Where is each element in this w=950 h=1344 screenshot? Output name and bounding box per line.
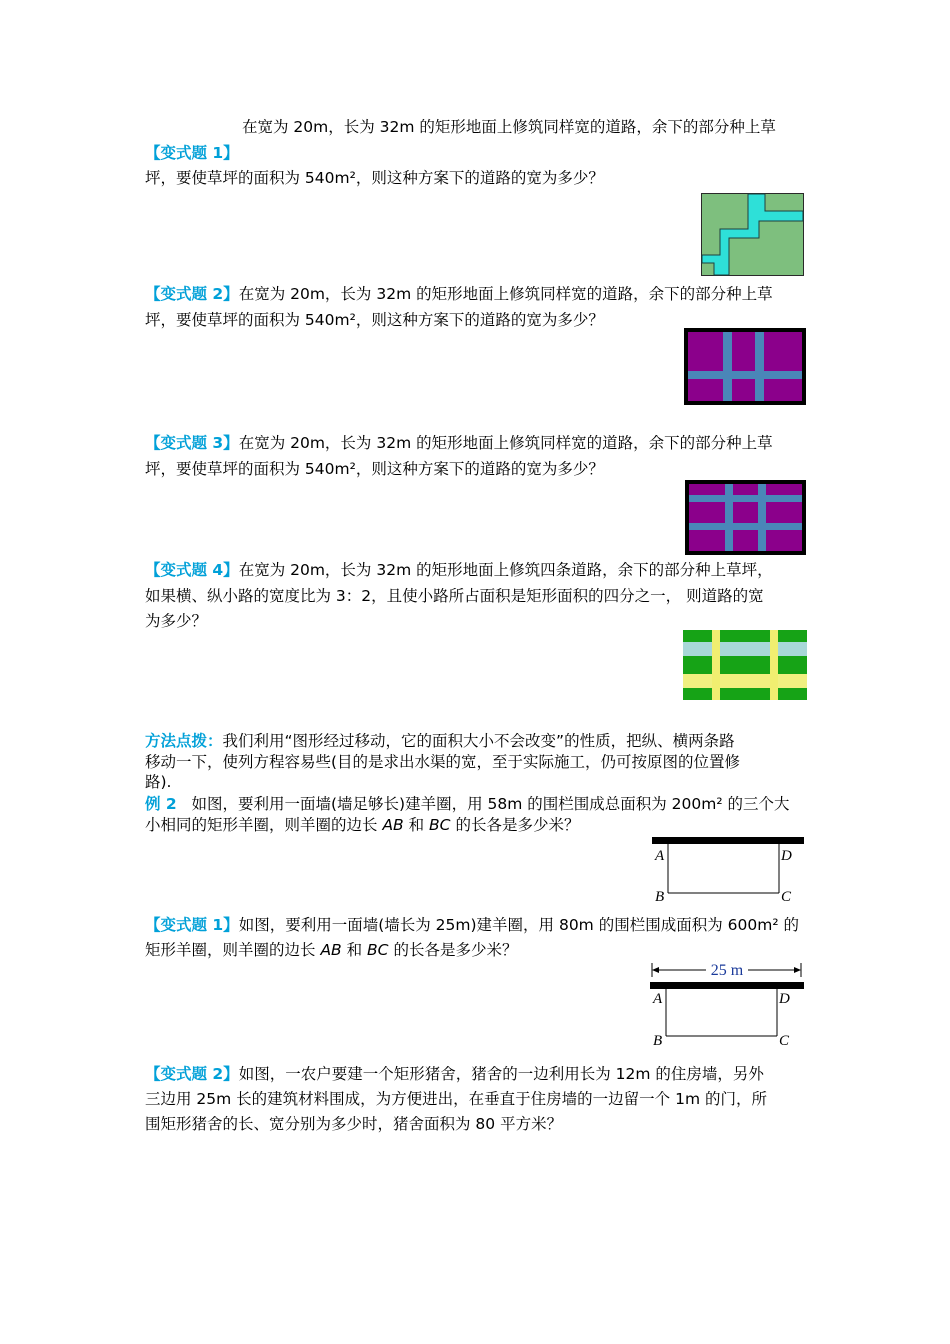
horizontal-road-2 <box>689 523 802 530</box>
figure-two-vertical-one-horizontal-road <box>684 328 806 405</box>
ex2-line1: 例 2 如图，要利用一面墙(墙足够长)建羊圈，用 58m 的围栏围成总面积为 200m² 的三个大 <box>145 795 790 813</box>
label-b: B <box>655 889 665 905</box>
label-d: D <box>781 848 792 864</box>
label-a: A <box>655 848 665 864</box>
horizontal-road <box>688 371 802 379</box>
v4-line1: 【变式题 4】在宽为 20m，长为 32m 的矩形地面上修筑四条道路，余下的部分种上草坪， <box>145 561 773 579</box>
v2-line1: 【变式题 2】在宽为 20m，长为 32m 的矩形地面上修筑同样宽的道路，余下的部分种上草 <box>145 285 773 303</box>
vertical-road-1 <box>712 630 720 700</box>
figure-sheep-pen-25m <box>650 958 804 1048</box>
stripe-green-2 <box>683 656 807 674</box>
stripe-lightblue <box>683 642 807 656</box>
method-line1: 方法点拨：我们利用“图形经过移动，它的面积大小不会改变”的性质，把纵、横两条路 <box>145 732 735 750</box>
vertical-road-1 <box>723 332 732 401</box>
label-c: C <box>779 1033 790 1048</box>
v4-line2: 如果横、纵小路的宽度比为 3：2，且使小路所占面积是矩形面积的四分之一， 则道路的宽 <box>145 587 764 605</box>
dim-arrow-left <box>652 967 659 973</box>
stripe-green-1 <box>683 630 807 642</box>
v1-line2: 坪，要使草坪的面积为 540m²，则这种方案下的道路的宽为多少？ <box>145 169 604 187</box>
plot-area <box>688 332 802 401</box>
ex2v1-line1: 【变式题 1】如图，要利用一面墙(墙长为 25m)建羊圈，用 80m 的围栏围成面积为 600m² 的 <box>145 916 799 934</box>
ex2v2-line3: 围矩形猪舍的长、宽分别为多少时，猪舍面积为 80 平方米？ <box>145 1115 563 1133</box>
label-a: A <box>653 991 663 1007</box>
method-line2: 移动一下，使列方程容易些(目的是求出水渠的宽，至于实际施工，仍可按原图的位置修 <box>145 753 741 771</box>
vertical-road-2 <box>770 630 778 700</box>
figure-zigzag-road <box>701 193 805 277</box>
ex2v1-line2: 矩形羊圈，则羊圈的边长 AB 和 BC 的长各是多少米？ <box>145 941 518 959</box>
wall <box>652 837 804 844</box>
v3-line1: 【变式题 3】在宽为 20m，长为 32m 的矩形地面上修筑同样宽的道路，余下的部分种上草 <box>145 434 773 452</box>
ex2-line2: 小相同的矩形羊圈，则羊圈的边长 AB 和 BC 的长各是多少米？ <box>145 816 580 834</box>
stripe-green-3 <box>683 688 807 700</box>
wall-length-label: 25 m <box>710 962 744 979</box>
v1-line1: 在宽为 20m，长为 32m 的矩形地面上修筑同样宽的道路，余下的部分种上草 <box>242 118 776 136</box>
ex2v2-line2: 三边用 25m 长的建筑材料围成，为方便进出，在垂直于住房墙的一边留一个 1m 的门，所 <box>145 1090 767 1108</box>
vertical-road-2 <box>755 332 764 401</box>
ex2v2-line1: 【变式题 2】如图，一农户要建一个矩形猪舍，猪舍的一边利用长为 12m 的住房墙，另外 <box>145 1065 764 1083</box>
v4-line3: 为多少？ <box>145 612 208 630</box>
vertical-road-2 <box>758 484 766 551</box>
method-line3: 路). <box>145 773 172 791</box>
v1-tag: 【变式题 1】 <box>145 144 239 162</box>
label-d: D <box>779 991 790 1007</box>
v2-line2: 坪，要使草坪的面积为 540m²，则这种方案下的道路的宽为多少？ <box>145 311 604 329</box>
label-c: C <box>781 889 792 905</box>
figure-sheep-pen <box>652 835 804 905</box>
plot-area <box>689 484 802 551</box>
label-b: B <box>653 1033 663 1048</box>
horizontal-road-1 <box>689 495 802 502</box>
stripe-yellow <box>683 674 807 688</box>
v3-line2: 坪，要使草坪的面积为 540m²，则这种方案下的道路的宽为多少？ <box>145 460 604 478</box>
figure-two-by-two-roads <box>685 480 806 555</box>
figure-striped-field <box>683 630 807 700</box>
dim-arrow-right <box>794 967 801 973</box>
wall <box>650 982 804 989</box>
vertical-road-1 <box>725 484 733 551</box>
